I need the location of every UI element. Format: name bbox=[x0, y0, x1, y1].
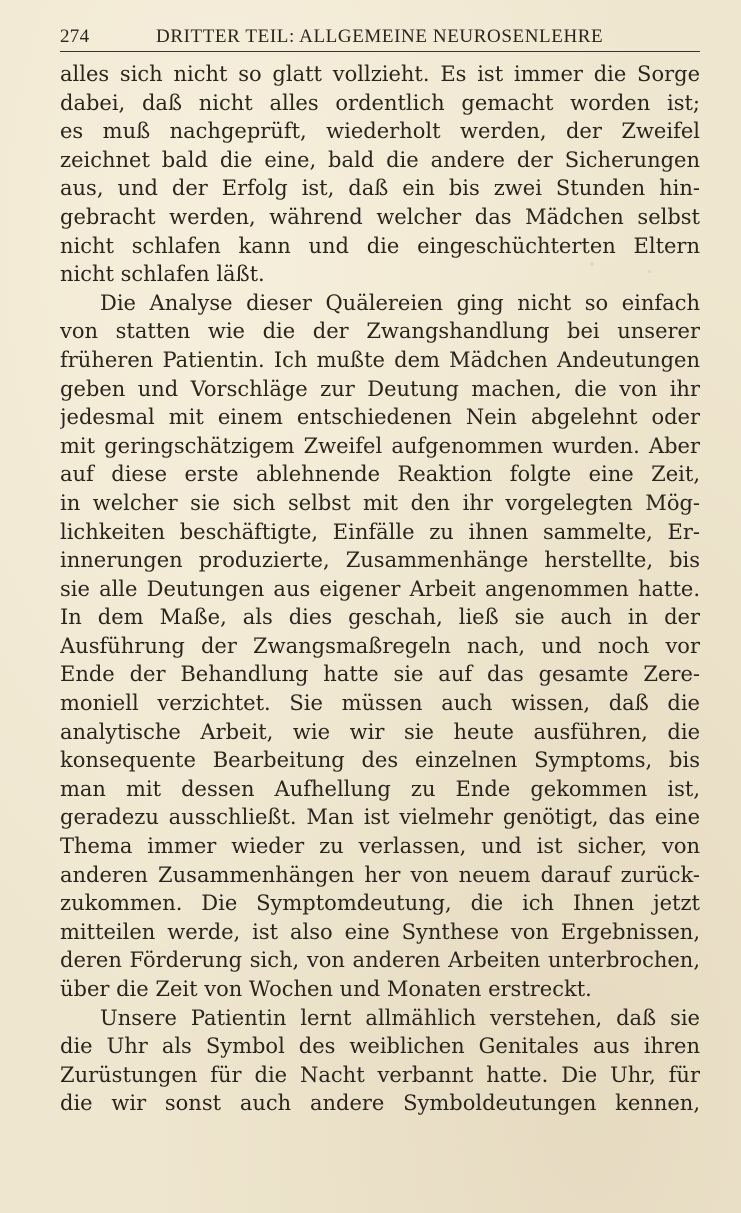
text-line: In dem Maße, als dies geschah, ließ sie auch in der bbox=[60, 605, 700, 630]
header-rule bbox=[60, 51, 700, 52]
text-line: die wir sonst auch andere Symboldeutungen kennen, bbox=[60, 1091, 700, 1116]
page-header bbox=[60, 24, 700, 54]
text-line: aus, und der Erfolg ist, daß ein bis zwei Stunden hin- bbox=[60, 176, 700, 201]
text-line: früheren Patientin. Ich mußte dem Mädchen Andeutungen bbox=[60, 347, 700, 372]
text-line-paragraph-end: nicht schlafen läßt. bbox=[60, 262, 265, 287]
text-line: innerungen produzierte, Zusammenhänge herstellte, bis bbox=[60, 548, 700, 573]
text-line: man mit dessen Aufhellung zu Ende gekommen ist, bbox=[60, 776, 700, 801]
text-line: analytische Arbeit, wie wir sie heute ausführen, die bbox=[60, 719, 700, 744]
text-line: gebracht werden, während welcher das Mädchen selbst bbox=[60, 204, 700, 229]
text-line: Zurüstungen für die Nacht verbannt hatte. Die Uhr, für bbox=[60, 1062, 700, 1087]
running-head: DRITTER TEIL: ALLGEMEINE NEUROSENLEHRE bbox=[156, 26, 604, 47]
text-line: nicht schlafen kann und die eingeschüchterten Eltern bbox=[60, 233, 700, 258]
text-line: Ausführung der Zwangsmaßregeln nach, und noch vor bbox=[60, 633, 700, 658]
text-line-paragraph-start: Die Analyse dieser Quälereien ging nicht so einfach bbox=[100, 290, 700, 315]
text-line: moniell verzichtet. Sie müssen auch wissen, daß die bbox=[60, 691, 700, 716]
text-line: lichkeiten beschäftigte, Einfälle zu ihnen sammelte, Er- bbox=[60, 519, 700, 544]
text-line: es muß nachgeprüft, wiederholt werden, der Zweifel bbox=[60, 119, 700, 144]
text-line: konsequente Bearbeitung des einzelnen Symptoms, bis bbox=[60, 748, 700, 773]
text-line: geben und Vorschläge zur Deutung machen, die von ihr bbox=[60, 376, 700, 401]
page-number: 274 bbox=[60, 26, 90, 47]
body-text bbox=[60, 60, 700, 1118]
text-line: die Uhr als Symbol des weiblichen Genitales aus ihren bbox=[60, 1034, 700, 1059]
text-line-paragraph-start: Unsere Patientin lernt allmählich verstehen, daß sie bbox=[100, 1005, 700, 1030]
text-line: in welcher sie sich selbst mit den ihr vorgelegten Mög- bbox=[60, 490, 700, 515]
text-line: auf diese erste ablehnende Reaktion folgte eine Zeit, bbox=[60, 462, 700, 487]
text-line: anderen Zusammenhängen her von neuem darauf zurück- bbox=[60, 862, 700, 887]
text-line: zukommen. Die Symptomdeutung, die ich Ihnen jetzt bbox=[60, 891, 700, 916]
text-line: von statten wie die der Zwangshandlung bei unserer bbox=[60, 319, 700, 344]
text-line: Ende der Behandlung hatte sie auf das gesamte Zere- bbox=[60, 662, 700, 687]
text-line: jedesmal mit einem entschiedenen Nein abgelehnt oder bbox=[60, 405, 700, 430]
text-line: deren Förderung sich, von anderen Arbeiten unterbrochen, bbox=[60, 948, 700, 973]
text-line: Thema immer wieder zu verlassen, und ist sicher, von bbox=[60, 834, 700, 859]
text-line: zeichnet bald die eine, bald die andere der Sicherungen bbox=[60, 147, 700, 172]
text-line: alles sich nicht so glatt vollzieht. Es ist immer die Sorge bbox=[60, 62, 700, 86]
text-line-paragraph-end: über die Zeit von Wochen und Monaten erstreckt. bbox=[60, 977, 592, 1001]
text-line: mit geringschätzigem Zweifel aufgenommen wurden. Aber bbox=[60, 433, 700, 458]
text-line: sie alle Deutungen aus eigener Arbeit angenommen hatte. bbox=[60, 576, 700, 601]
text-line: mitteilen werde, ist also eine Synthese von Ergebnissen, bbox=[60, 919, 700, 944]
text-line: geradezu ausschließt. Man ist vielmehr genötigt, das eine bbox=[60, 805, 700, 830]
text-line: dabei, daß nicht alles ordentlich gemacht worden ist; bbox=[60, 90, 700, 115]
